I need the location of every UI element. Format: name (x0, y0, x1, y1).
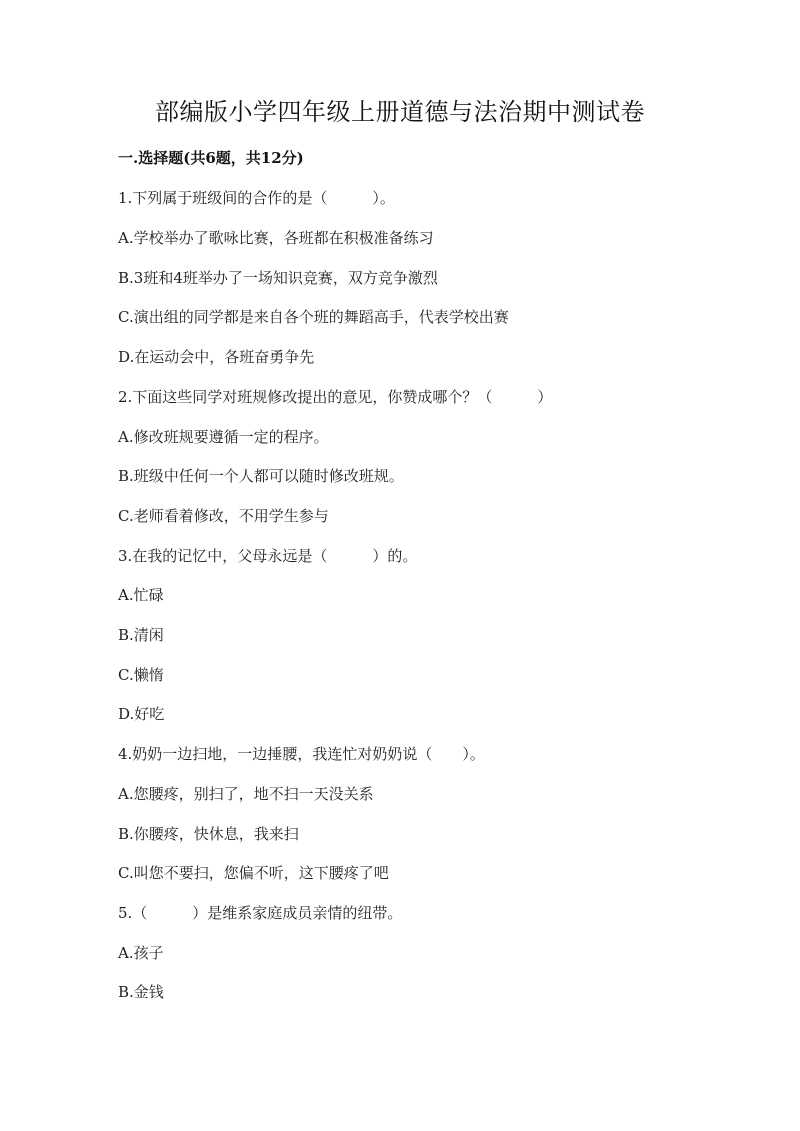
question-1-option-a: A.学校举办了歌咏比赛，各班都在积极准备练习 (118, 229, 434, 247)
question-2-option-c: C.老师看着修改，不用学生参与 (118, 507, 329, 525)
question-3-option-a: A.忙碌 (118, 586, 164, 604)
question-4-option-c: C.叫您不要扫，您偏不听，这下腰疼了吧 (118, 864, 389, 882)
question-4-stem: 4.奶奶一边扫地，一边捶腰，我连忙对奶奶说（ ）。 (118, 745, 485, 763)
question-3-stem: 3.在我的记忆中，父母永远是（ ）的。 (118, 547, 418, 565)
question-3-option-d: D.好吃 (118, 705, 165, 723)
question-3-option-c: C.懒惰 (118, 666, 164, 684)
question-1-option-b: B.3班和4班举办了一场知识竞赛，双方竞争激烈 (118, 269, 438, 287)
question-5-stem: 5.（ ）是维系家庭成员亲情的纽带。 (118, 904, 403, 922)
question-2-stem: 2.下面这些同学对班规修改提出的意见，你赞成哪个？（ ） (118, 388, 553, 406)
question-3-option-b: B.清闲 (118, 626, 164, 644)
question-2-option-a: A.修改班规要遵循一定的程序。 (118, 428, 329, 446)
question-2-option-b: B.班级中任何一个人都可以随时修改班规。 (118, 467, 404, 485)
question-4-option-b: B.你腰疼，快休息，我来扫 (118, 825, 299, 843)
section-heading: 一.选择题(共6题，共12分) (118, 149, 304, 167)
question-5-option-a: A.孩子 (118, 944, 164, 962)
question-5-option-b: B.金钱 (118, 983, 164, 1001)
question-1-stem: 1.下列属于班级间的合作的是（ ）。 (118, 189, 395, 207)
question-1-option-d: D.在运动会中，各班奋勇争先 (118, 348, 315, 366)
question-4-option-a: A.您腰疼，别扫了，地不扫一天没关系 (118, 785, 374, 803)
question-1-option-c: C.演出组的同学都是来自各个班的舞蹈高手，代表学校出赛 (118, 308, 509, 326)
document-title: 部编版小学四年级上册道德与法治期中测试卷 (155, 98, 645, 126)
